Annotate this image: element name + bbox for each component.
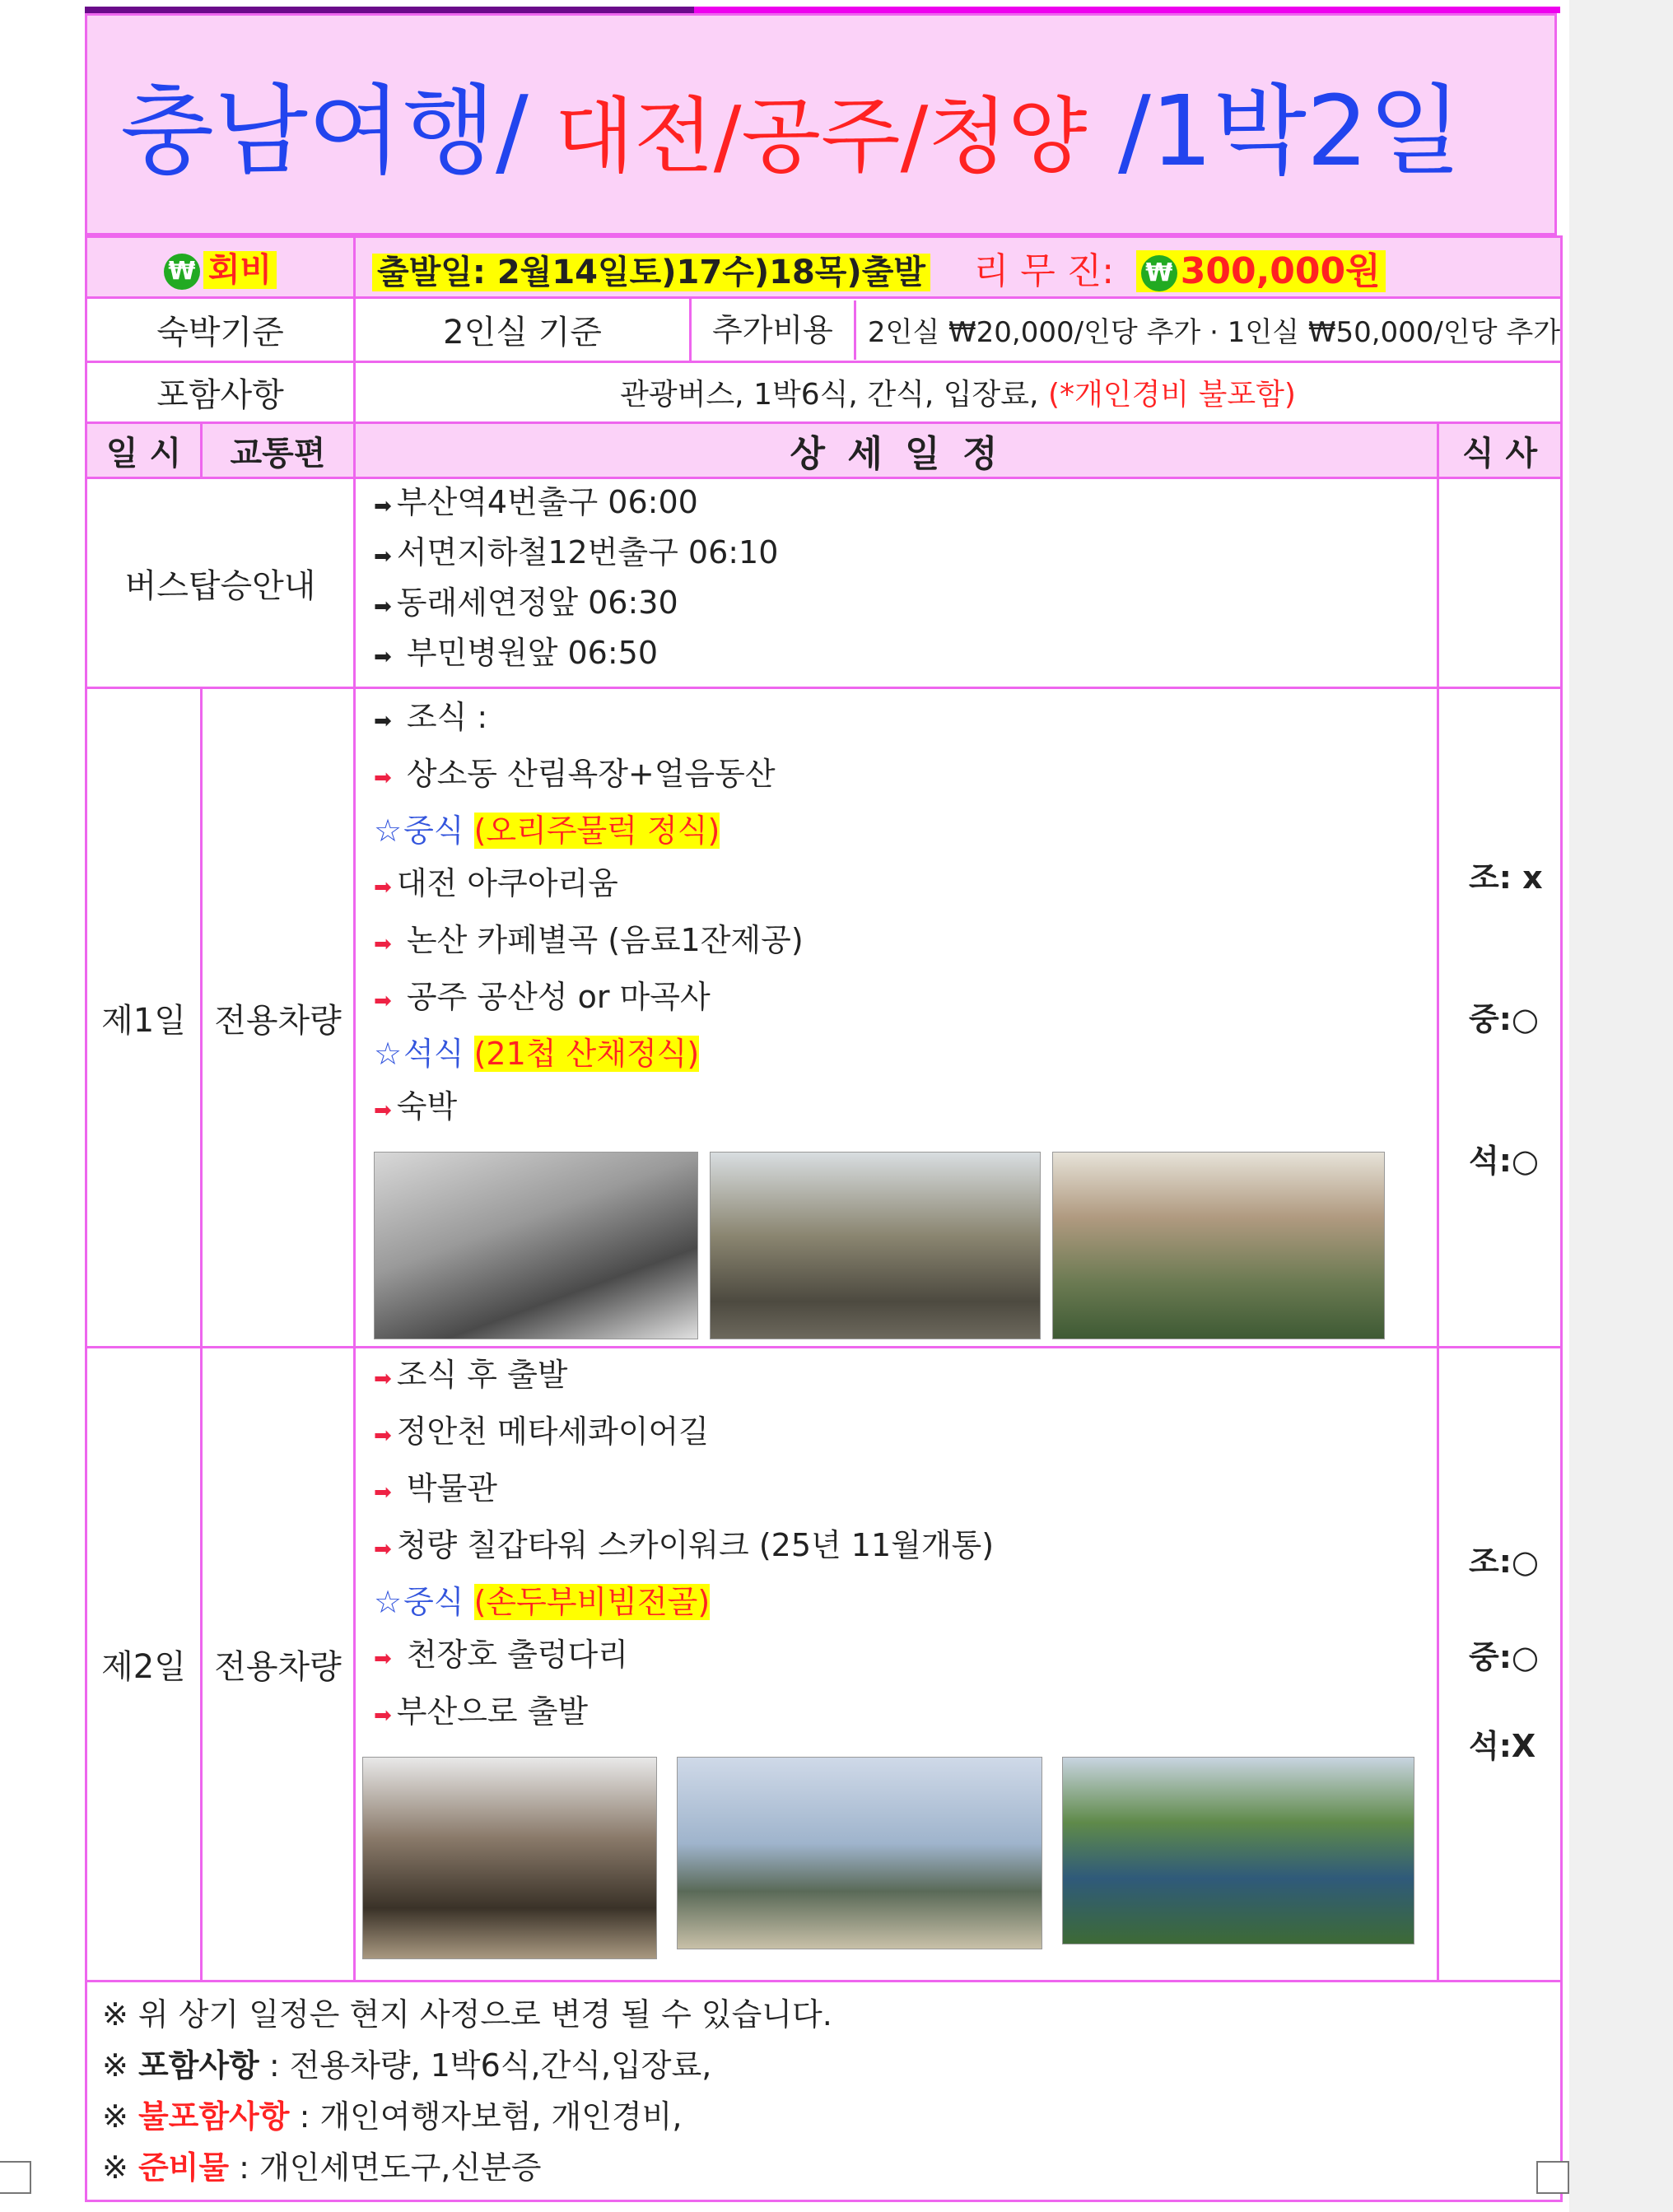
schedule-item xyxy=(374,857,1419,914)
header-row xyxy=(86,423,1562,478)
extra-cost-label: 추가비용 xyxy=(692,300,856,360)
meal-menu: (손두부비빔전골) xyxy=(473,1584,711,1620)
header-transport: 교통편 xyxy=(202,423,355,478)
day2-meals xyxy=(1438,1348,1562,1981)
schedule-item-text: 대전 아쿠아리움 xyxy=(396,865,618,901)
schedule-item xyxy=(374,1027,1419,1080)
schedule-item xyxy=(374,1576,1419,1628)
schedule-item-text: 상소동 산림욕장+얼음동산 xyxy=(396,756,776,792)
arrow-icon: ➡ xyxy=(374,1480,392,1505)
day1-label: 제1일 xyxy=(86,688,202,1348)
schedule-item-text: 중식 xyxy=(403,1584,474,1620)
schedule-item xyxy=(374,914,1419,971)
schedule-item-text: 석식 xyxy=(403,1036,474,1072)
schedule-item-text: 정안천 메타세콰이어길 xyxy=(396,1413,709,1450)
schedule-item-text: 청량 칠갑타워 스카이워크 (25년 11월개통) xyxy=(396,1527,995,1563)
fee-label: 회비 xyxy=(203,251,277,289)
note-included: ※ 포함사항 : 전용차량, 1박6식,간식,입장료, xyxy=(102,2047,712,2084)
day2-photos xyxy=(362,1757,1419,1959)
departure-dates: 출발일: 2월14일토)17수)18목)출발 xyxy=(372,254,930,291)
arrow-icon: ➡ xyxy=(374,766,392,790)
price-amount: 300,000원 xyxy=(1180,249,1381,292)
title-cities: 대전/공주/청양 xyxy=(528,88,1088,184)
day1-meals xyxy=(1438,688,1562,1348)
fee-row xyxy=(86,237,1562,298)
schedule-item xyxy=(374,1405,1419,1462)
arrow-icon: ➡ xyxy=(374,1367,392,1391)
lodging-room: 2인실 기준 xyxy=(443,314,602,352)
day1-items xyxy=(374,691,1419,1137)
arrow-icon: ➡ xyxy=(374,989,392,1013)
meal-menu: (21첩 산채정식) xyxy=(473,1036,700,1072)
day1-row xyxy=(86,688,1562,1348)
photo-stone-towers xyxy=(710,1152,1041,1339)
day2-row xyxy=(86,1348,1562,1981)
day2-breakfast: 조:○ xyxy=(1469,1544,1540,1580)
day1-breakfast: 조: x xyxy=(1469,859,1543,896)
price-value xyxy=(1136,250,1386,292)
included-value-cell xyxy=(355,362,1562,423)
itinerary-table xyxy=(85,235,1563,2202)
fee-value-cell xyxy=(355,237,1562,298)
schedule-item xyxy=(374,1628,1419,1685)
included-label: 포함사항 xyxy=(86,362,355,423)
schedule-item xyxy=(374,1462,1419,1519)
page-corner-mark xyxy=(1536,2161,1569,2194)
lodging-extra xyxy=(691,298,1562,362)
day1-transport: 전용차량 xyxy=(202,688,355,1348)
schedule-item-text: 조식 : xyxy=(396,699,488,735)
title-banner xyxy=(85,13,1557,235)
included-value: 관광버스, 1박6식, 간식, 입장료, xyxy=(620,378,1039,412)
photo-lake-bridge xyxy=(1062,1757,1414,1944)
arrow-icon: ➡ xyxy=(374,875,392,900)
schedule-item-text: 논산 카페별곡 (음료1잔제공) xyxy=(396,922,804,958)
lodging-row xyxy=(86,298,1562,362)
won-icon: ₩ xyxy=(164,254,200,290)
photo-ice-valley xyxy=(374,1152,698,1339)
schedule-item-text: 중식 xyxy=(403,813,474,849)
arrow-icon: ➡ xyxy=(374,1537,392,1562)
bus-stops xyxy=(355,478,1438,688)
photo-metasequoia-road xyxy=(362,1757,657,1959)
star-icon: ☆ xyxy=(374,1036,403,1072)
day2-items xyxy=(362,1348,1419,1742)
included-note: (*개인경비 불포함) xyxy=(1047,378,1296,412)
bus-meal xyxy=(1438,478,1562,688)
schedule-item xyxy=(374,1685,1419,1742)
day2-schedule xyxy=(355,1348,1438,1981)
won-icon: ₩ xyxy=(1141,255,1177,291)
note-change: ※ 위 상기 일정은 현지 사정으로 변경 될 수 있습니다. xyxy=(102,1996,832,2033)
schedule-item xyxy=(374,747,1419,804)
included-row xyxy=(86,362,1562,423)
schedule-item-text: 숙박 xyxy=(396,1088,458,1125)
day1-schedule xyxy=(355,688,1438,1348)
lodging-value xyxy=(355,298,691,362)
notes-row xyxy=(86,1981,1562,2201)
note-prep: ※ 준비물 : 개인세면도구,신분증 xyxy=(102,2149,542,2186)
bus-label: 버스탑승안내 xyxy=(86,478,355,688)
schedule-item xyxy=(374,804,1419,857)
header-schedule: 상 세 일 정 xyxy=(355,423,1438,478)
bus-stop: ➡ 부민병원앞 06:50 xyxy=(374,635,659,671)
bus-row xyxy=(86,478,1562,688)
page-title xyxy=(120,73,1462,194)
schedule-item xyxy=(374,1519,1419,1576)
schedule-item xyxy=(374,1348,1419,1405)
meal-menu: (오리주물럭 정식) xyxy=(473,813,720,849)
arrow-icon: ➡ xyxy=(374,1703,392,1728)
limousine-label: 리 무 진: xyxy=(973,249,1115,292)
bus-stop: ➡ 서면지하철12번출구 06:10 xyxy=(374,534,779,570)
arrow-icon: ➡ xyxy=(374,1646,392,1671)
star-icon: ☆ xyxy=(374,813,403,849)
star-icon: ☆ xyxy=(374,1584,403,1620)
day2-dinner: 석:X xyxy=(1469,1728,1536,1764)
day1-dinner: 석:○ xyxy=(1469,1143,1540,1179)
itinerary-sheet xyxy=(85,7,1561,2186)
day2-transport: 전용차량 xyxy=(202,1348,355,1981)
day2-label: 제2일 xyxy=(86,1348,202,1981)
schedule-item xyxy=(374,1080,1419,1137)
day1-photos xyxy=(374,1152,1419,1339)
schedule-item-text: 공주 공산성 or 마곡사 xyxy=(396,979,711,1015)
photo-mountain-view xyxy=(1052,1152,1385,1339)
arrow-icon: ➡ xyxy=(374,709,392,733)
arrow-icon: ➡ xyxy=(374,1423,392,1448)
fee-label-cell xyxy=(86,237,355,298)
header-date: 일 시 xyxy=(86,423,202,478)
arrow-icon: ➡ xyxy=(374,932,392,957)
header-meal: 식 사 xyxy=(1438,423,1562,478)
notes-cell xyxy=(86,1981,1562,2201)
schedule-item xyxy=(374,971,1419,1027)
extra-cost-value: 2인실 ₩20,000/인당 추가 · 1인실 ₩50,000/인당 추가 xyxy=(867,316,1561,349)
note-excluded: ※ 불포함사항 : 개인여행자보험, 개인경비, xyxy=(102,2098,683,2135)
bus-stop: ➡ 부산역4번출구 06:00 xyxy=(374,484,698,520)
bus-stop: ➡ 동래세연정앞 06:30 xyxy=(374,584,678,621)
schedule-item xyxy=(374,691,1419,747)
arrow-icon: ➡ xyxy=(374,1098,392,1123)
title-duration: /1박2일 xyxy=(1087,74,1462,188)
day1-lunch: 중:○ xyxy=(1469,1001,1540,1037)
lodging-label: 숙박기준 xyxy=(86,298,355,362)
page-corner-mark xyxy=(0,2161,31,2194)
photo-skywalk-tower xyxy=(677,1757,1042,1949)
schedule-item-text: 박물관 xyxy=(396,1470,498,1506)
day2-lunch: 중:○ xyxy=(1469,1639,1540,1675)
schedule-item-text: 천장호 출렁다리 xyxy=(396,1637,628,1673)
schedule-item-text: 조식 후 출발 xyxy=(396,1357,568,1393)
title-region: 충남여행/ xyxy=(120,74,529,188)
schedule-item-text: 부산으로 출발 xyxy=(396,1693,589,1730)
top-border-accent xyxy=(85,7,694,13)
